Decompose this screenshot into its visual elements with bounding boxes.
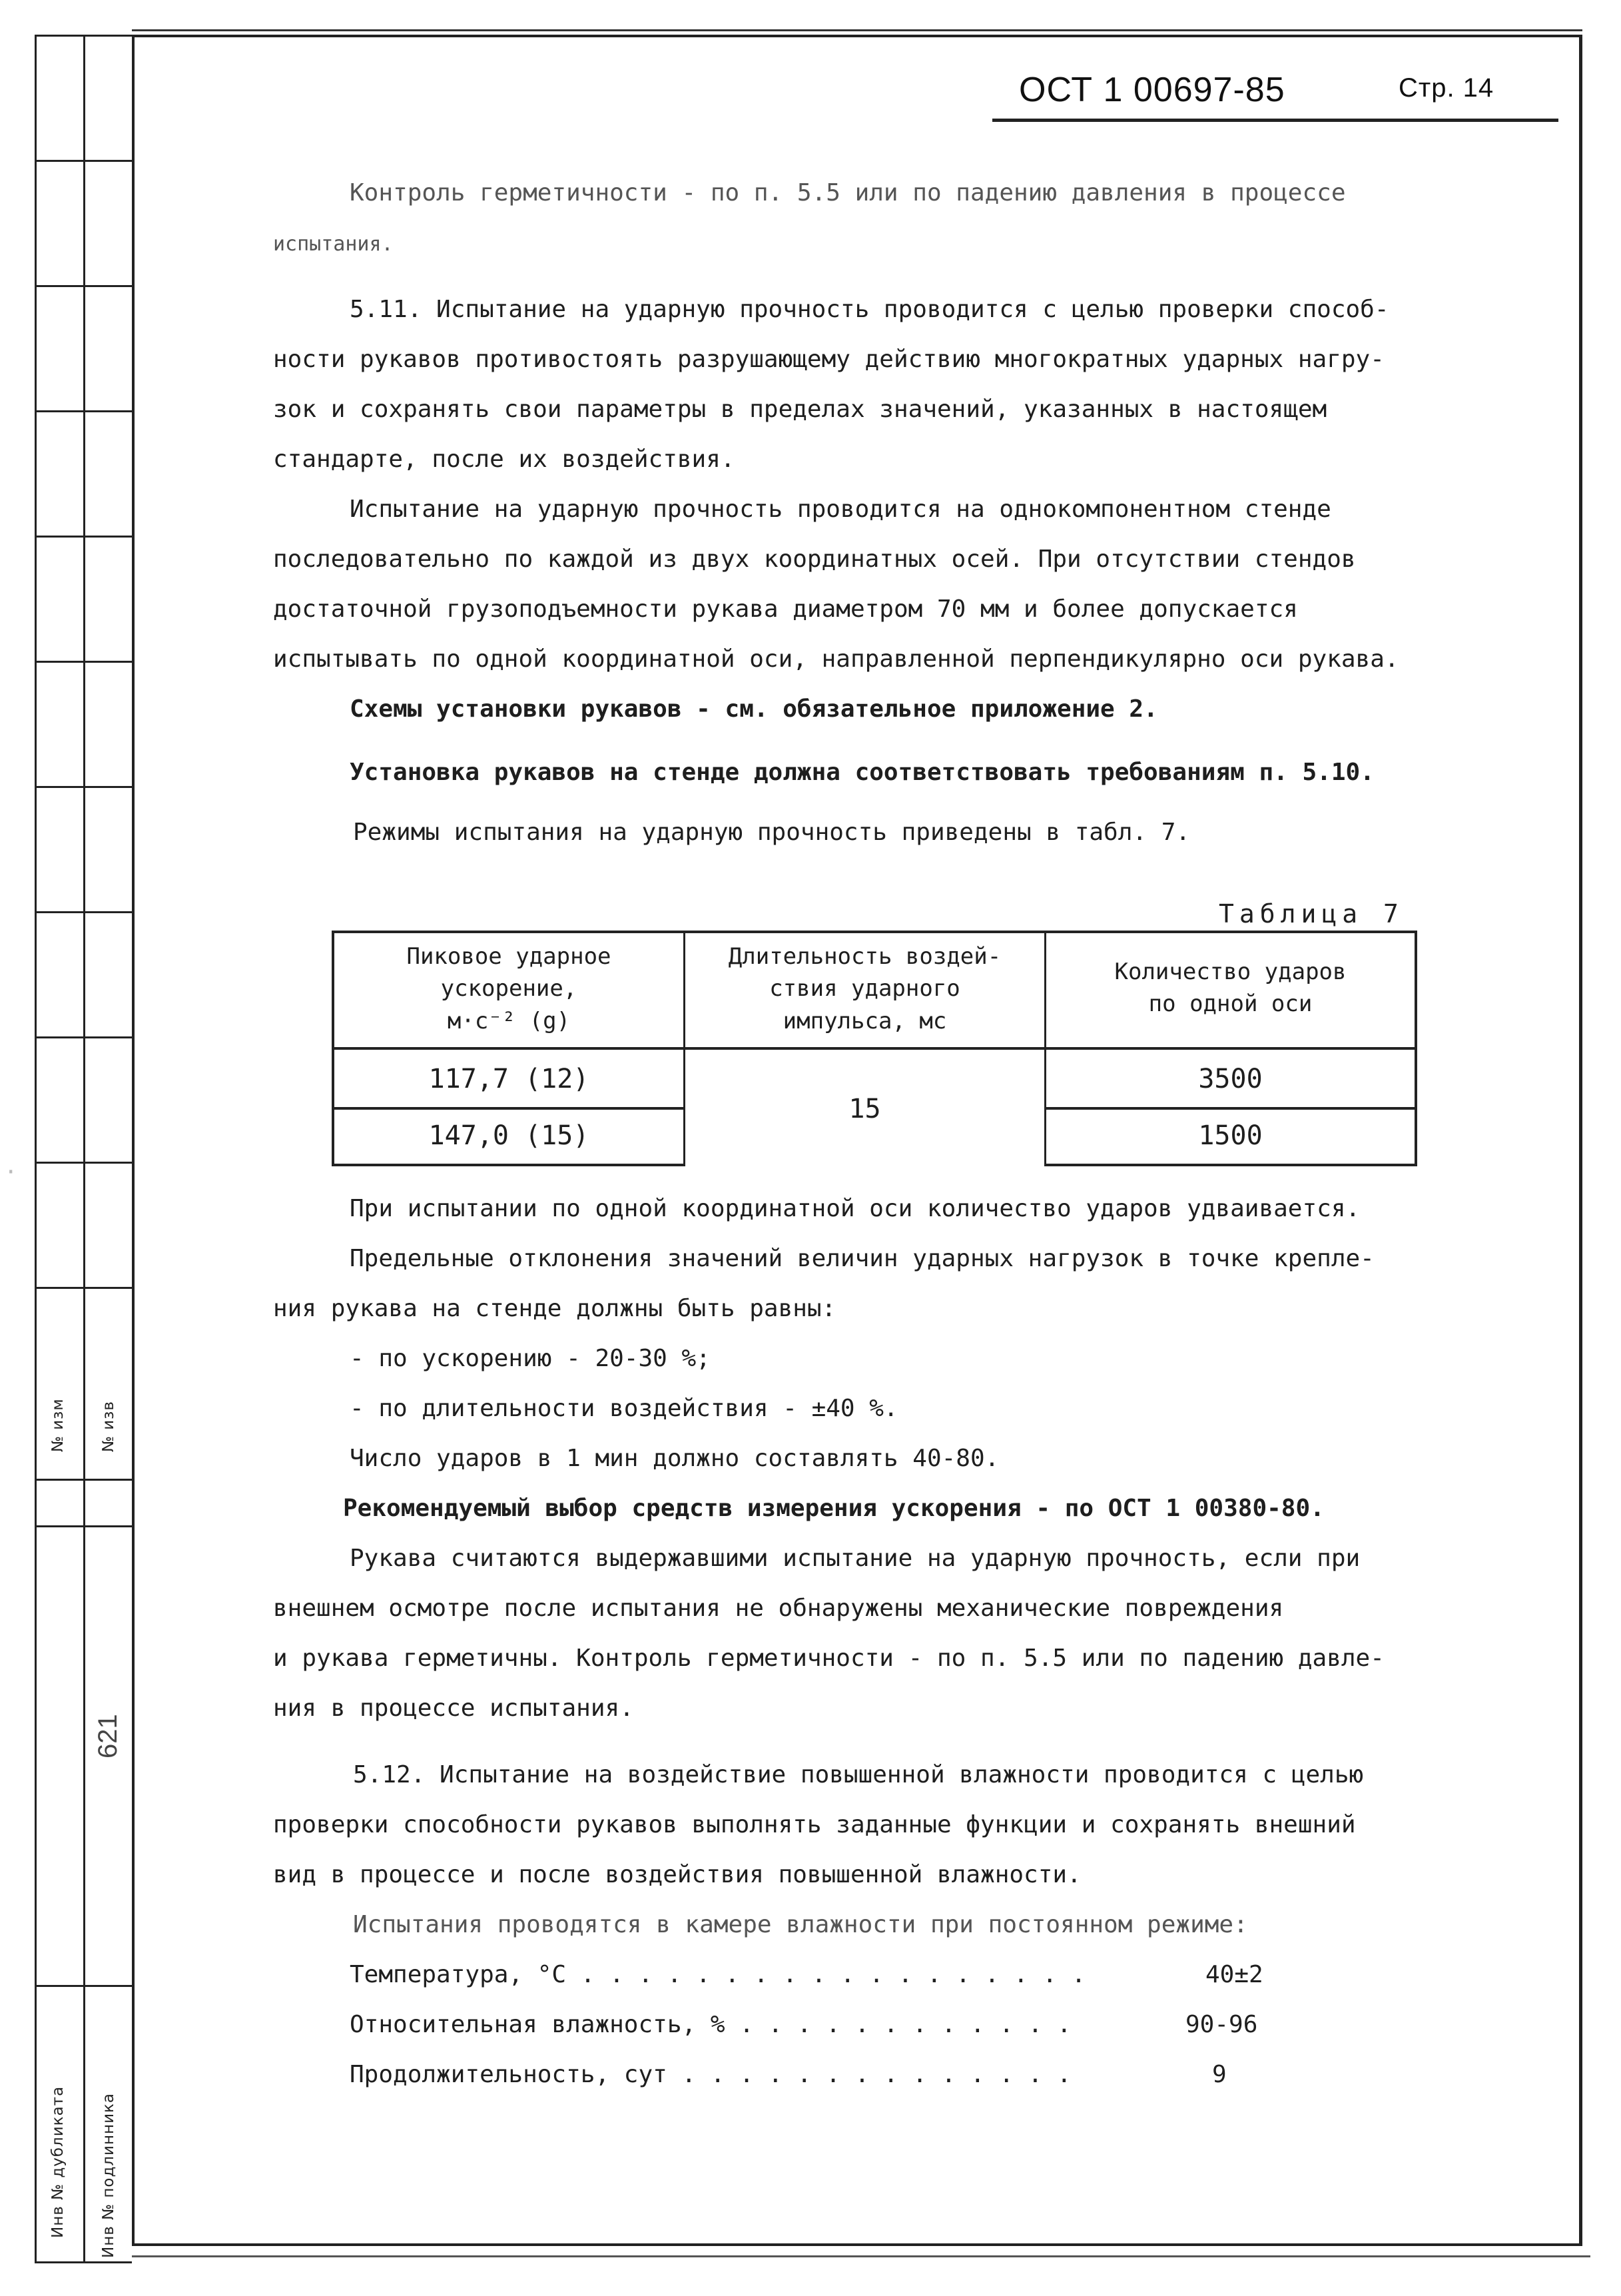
- text-line: последовательно по каждой из двух координатных осей. При отсутствии стендов: [273, 546, 1356, 573]
- strip-row-line: [35, 1287, 132, 1289]
- document-code: ОСТ 1 00697-85: [1019, 71, 1285, 109]
- text-line: проверки способности рукавов выполнять заданные функции и сохранять внешний: [273, 1811, 1356, 1838]
- text-line: стандарте, после их воздействия.: [273, 446, 735, 473]
- text-line: Контроль герметичности - по п. 5.5 или по падению давления в процессе: [350, 179, 1346, 206]
- strip-row-line: [35, 410, 132, 412]
- table-border: [1044, 1164, 1417, 1166]
- table-header-text: Количество ударов: [1114, 958, 1347, 985]
- text-line: Число ударов в 1 мин должно составлять 40-80.: [350, 1445, 1000, 1472]
- strip-row-line: [35, 911, 132, 913]
- strip-row-line: [35, 1525, 132, 1527]
- table-header-cell: [685, 941, 1044, 1037]
- param-value: 90-96: [1185, 2011, 1258, 2038]
- text-line: ности рукавов противостоять разрушающему действию многократных ударных нагру-: [273, 346, 1385, 373]
- text-line: Предельные отклонения значений величин ударных нагрузок в точке крепле-: [350, 1245, 1375, 1272]
- text-line: При испытании по одной координатной оси количество ударов удваивается.: [350, 1195, 1361, 1222]
- table-border: [332, 1164, 685, 1166]
- scan-speck: ·: [4, 1159, 18, 1186]
- table-border: [332, 931, 1417, 933]
- strip-izm-label: № изм: [49, 1398, 67, 1452]
- text-line: вид в процессе и после воздействия повышенной влажности.: [273, 1861, 1082, 1888]
- strip-row-line: [35, 1036, 132, 1038]
- text-line: достаточной грузоподъемности рукава диаметром 70 мм и более допускается: [273, 595, 1298, 623]
- text-line: испытывать по одной координатной оси, направленной перпендикулярно оси рукава.: [273, 645, 1399, 673]
- table-border: [332, 1107, 685, 1110]
- table-cell-accel: 117,7 (12): [428, 1064, 589, 1094]
- table-border: [1415, 931, 1417, 1166]
- table-border: [332, 1047, 1417, 1050]
- param-label: Продолжительность, сут . . . . . . . . . . . . . .: [350, 2061, 1072, 2088]
- strip-row-line: [35, 661, 132, 663]
- strip-row-line: [35, 536, 132, 538]
- text-line: Установка рукавов на стенде должна соответствовать требованиям п. 5.10.: [350, 759, 1375, 786]
- text-line: Испытание на ударную прочность проводится на однокомпонентном стенде: [350, 496, 1331, 523]
- text-line: Испытания проводятся в камере влажности при постоянном режиме:: [353, 1911, 1248, 1938]
- table-header-text: импульса, мс: [783, 1007, 947, 1034]
- table-header-text: м·с⁻² (g): [447, 1007, 571, 1034]
- param-label: Относительная влажность, % . . . . . . . . . . . .: [350, 2011, 1072, 2038]
- strip-inv-dup-label: Инв № дубликата: [49, 2086, 67, 2238]
- text-line: Рекомендуемый выбор средств измерения ускорения - по ОСТ 1 00380-80.: [343, 1495, 1325, 1522]
- text-line: Режимы испытания на ударную прочность приведены в табл. 7.: [353, 819, 1191, 846]
- strip-row-line: [35, 160, 132, 162]
- table-cell-count: 1500: [1198, 1120, 1263, 1151]
- table-header-text: ускорение,: [440, 975, 577, 1002]
- table-cell-count: 3500: [1198, 1064, 1263, 1094]
- table-header-text: Пиковое ударное: [406, 943, 611, 970]
- param-label: Температура, °С . . . . . . . . . . . . . . . . . .: [350, 1961, 1086, 1988]
- document-code-underline: [992, 119, 1558, 122]
- table-header-text: ствия ударного: [769, 975, 960, 1002]
- text-line: ния в процессе испытания.: [273, 1695, 634, 1722]
- table-header-text: по одной оси: [1148, 990, 1313, 1018]
- text-line: - по длительности воздействия - ±40 %.: [350, 1395, 898, 1422]
- table-header-cell: [334, 941, 683, 1037]
- text-line: и рукава герметичны. Контроль герметичности - по п. 5.5 или по падению давле-: [273, 1645, 1385, 1672]
- table-cell-accel: 147,0 (15): [428, 1120, 589, 1151]
- strip-row-line: [35, 1479, 132, 1481]
- text-line: 5.12. Испытание на воздействие повышенной влажности проводится с целью: [353, 1761, 1364, 1788]
- strip-column-divider: [83, 35, 85, 2263]
- text-line: Схемы установки рукавов - см. обязательное приложение 2.: [350, 695, 1158, 723]
- text-line: внешнем осмотре после испытания не обнаружены механические повреждения: [273, 1595, 1284, 1622]
- text-line: испытания.: [273, 232, 394, 256]
- table-header-text: Длительность воздей-: [728, 943, 1002, 970]
- frame-top-rule: [132, 29, 1582, 31]
- param-value: 40±2: [1205, 1961, 1263, 1988]
- table-cell-duration: 15: [848, 1094, 881, 1124]
- strip-inv-orig-label: Инв № подлинника: [100, 2092, 117, 2258]
- table-caption: Таблица 7: [1219, 899, 1404, 929]
- text-line: 5.11. Испытание на ударную прочность проводится с целью проверки способ-: [350, 296, 1389, 323]
- page-number: Стр. 14: [1399, 73, 1494, 103]
- strip-inv-number: 621: [93, 1714, 123, 1758]
- strip-row-line: [35, 1985, 132, 1987]
- text-line: - по ускорению - 20-30 %;: [350, 1345, 711, 1372]
- strip-row-line: [35, 786, 132, 788]
- text-line: зок и сохранять свои параметры в пределах значений, указанных в настоящем: [273, 396, 1327, 423]
- text-line: Рукава считаются выдержавшими испытание на ударную прочность, если при: [350, 1545, 1361, 1572]
- table-border: [1044, 1107, 1417, 1110]
- strip-row-line: [35, 285, 132, 287]
- strip-izv-label: № изв: [100, 1401, 117, 1452]
- table-header-cell: [1046, 956, 1415, 1020]
- strip-row-line: [35, 1162, 132, 1164]
- frame-bottom-rule: [132, 2255, 1590, 2257]
- text-line: ния рукава на стенде должны быть равны:: [273, 1295, 836, 1322]
- param-value: 9: [1212, 2061, 1227, 2088]
